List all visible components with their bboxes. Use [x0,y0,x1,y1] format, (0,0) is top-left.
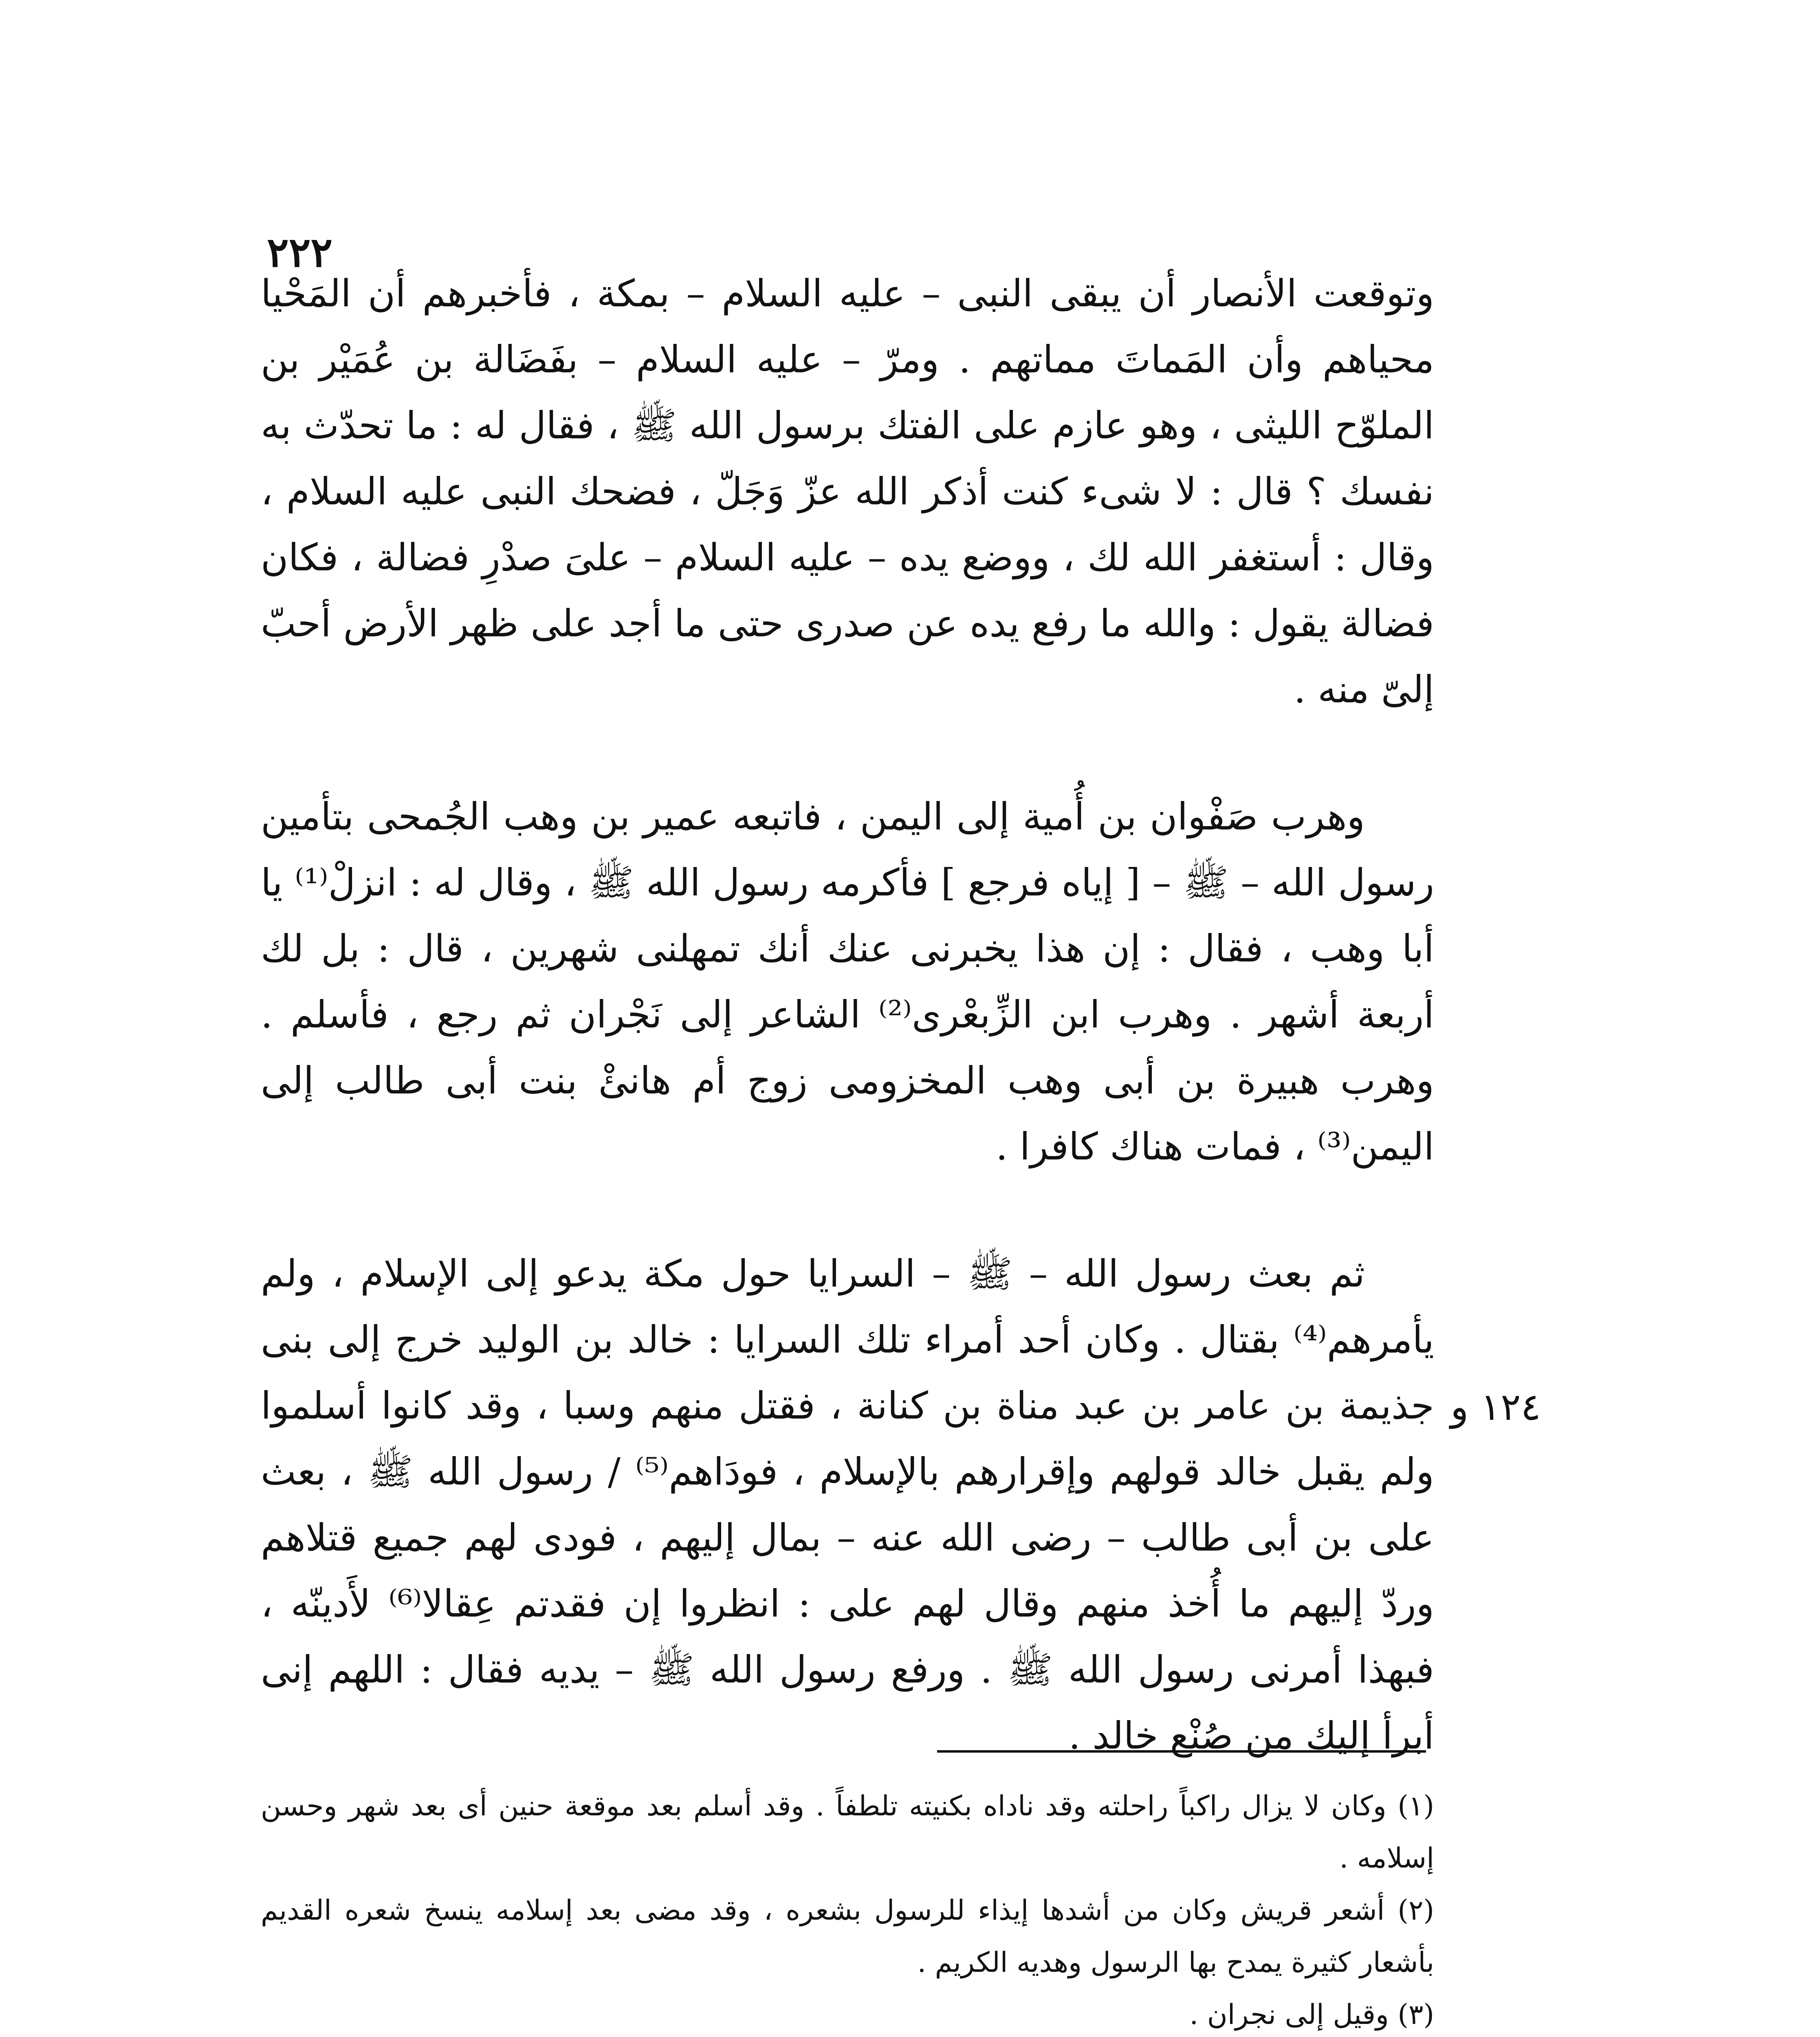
paragraph-3: ثم بعث رسول الله – ﷺ – السرايا حول مكة يدعو إلى الإسلام ، ولم يأمرهم⁽⁴⁾ بقتال . وكان أحد أمراء تلك السرايا : خالد بن الوليد خرج إلى بنى جذيمة بن عامر بن عبد مناة بن كنانة ، فقتل منهم وسبا ، وقد كانوا أسلموا ولم يقبل خالد قولهم وإقرارهم بالإسلام ، فودَاهم⁽⁵⁾ / رسول الله ﷺ ، بعث على بن أبى طالب – رضى الله عنه – بمال إليهم ، فودى لهم جميع قتلاهم وردّ إليهم ما أُخذ منهم وقال لهم على : انظروا إن فقدتم عِقالا⁽⁶⁾ لأَدينّه ، فبهذا أمرنى رسول الله ﷺ . ورفع رسول الله ﷺ – يديه فقال : اللهم إنى أبرأ إليك من صُنْع خالد . [261,1252,1434,1758]
footnotes [261,1780,1434,2037]
footnote-divider [937,1750,1426,1753]
margin-folio-note: ١٢٤ و [1450,1385,1541,1429]
page-number: ٢٢٢ [267,228,333,276]
footnote-3: (٣) وقيل إلى نجران . [1189,1999,1434,2031]
paragraph-1: وتوقعت الأنصار أن يبقى النبى – عليه السلام – بمكة ، فأخبرهم أن المَحْيا محياهم وأن المَماتَ مماتهم . ومرّ – عليه السلام – بفَضَالة بن عُمَيْر بن الملوّح الليثى ، وهو عازم على الفتك برسول الله ﷺ ، فقال له : ما تحدّث به نفسك ؟ قال : لا شىء كنت أذكر الله عزّ وَجَلّ ، فضحك النبى عليه السلام ، وقال : أستغفر الله لك ، ووضع يده – عليه السلام – علىَ صدْرِ فضالة ، فكان فضالة يقول : والله ما رفع يده عن صدرى حتى ما أجد على ظهر الأرض أحبّ إلىّ منه . [261,272,1434,711]
paragraph-2: وهرب صَفْوان بن أُمية إلى اليمن ، فاتبعه عمير بن وهب الجُمحى بتأمين رسول الله – ﷺ – [ إياه فرجع ] فأكرمه رسول الله ﷺ ، وقال له : انزلْ⁽¹⁾ يا أبا وهب ، فقال : إن هذا يخبرنى عنك أنك تمهلنى شهرين ، قال : بل لك أربعة أشهر . وهرب ابن الزِّبعْرى⁽²⁾ الشاعر إلى نَجْران ثم رجع ، فأسلم . وهرب هبيرة بن أبى وهب المخزومى زوج أم هانئْ بنت أبى طالب إلى اليمن⁽³⁾ ، فمات هناك كافرا . [261,795,1434,1168]
footnote-2: (٢) أشعر قريش وكان من أشدها إيذاء للرسول بشعره ، وقد مضى بعد إسلامه ينسخ شعره القديم بأشعار كثيرة يمدح بها الرسول وهديه الكريم . [261,1894,1434,1979]
body-text [261,261,1434,1830]
footnote-1: (١) وكان لا يزال راكباً راحلته وقد ناداه بكنيته تلطفاً . وقد أسلم بعد موقعة حنين أى بعد شهر وحسن إسلامه . [261,1790,1434,1874]
